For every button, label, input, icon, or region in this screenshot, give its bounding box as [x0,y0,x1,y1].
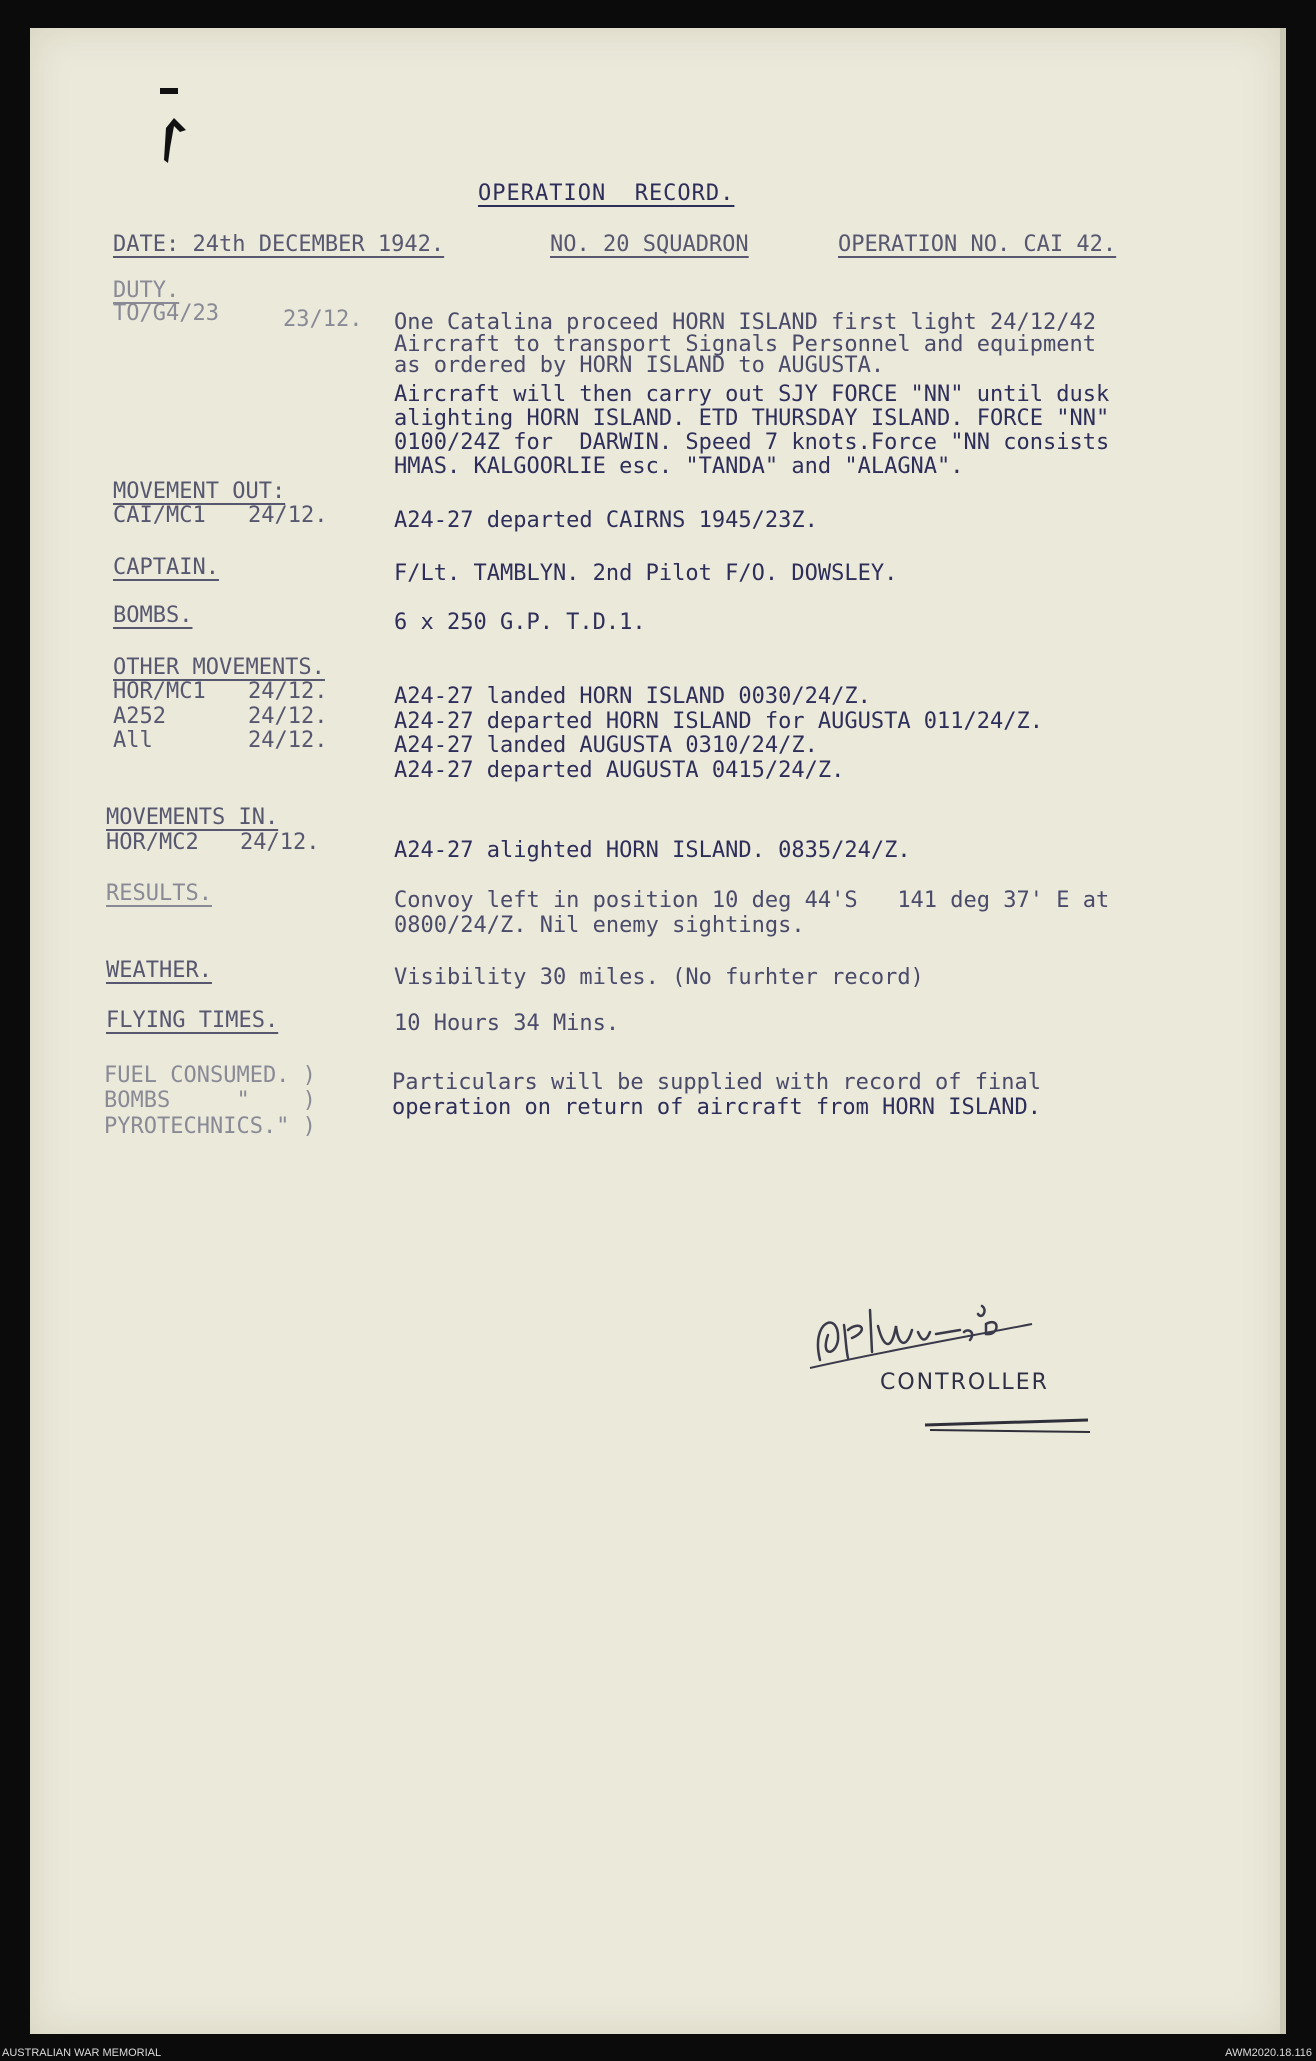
duty-line: Aircraft to transport Signals Personnel and equipment [394,332,1096,357]
duty-line: One Catalina proceed HORN ISLAND first light 24/12/42 [394,310,1096,335]
duty-date: 23/12. [283,307,363,332]
movement-out-label: MOVEMENT OUT: [113,479,286,504]
consumption-label: FUEL CONSUMED. ) [104,1063,316,1088]
captain-text: F/Lt. TAMBLYN. 2nd Pilot F/O. DOWSLEY. [394,561,898,586]
duty-line: HMAS. KALGOORLIE esc. "TANDA" and "ALAGNA". [394,454,964,479]
other-movement-date: 24/12. [248,728,328,753]
duty-line: as ordered by HORN ISLAND to AUGUSTA. [394,353,885,378]
weather-label: WEATHER. [106,958,212,983]
movements-in-date: 24/12. [240,830,320,855]
movement-out-text: A24-27 departed CAIRNS 1945/23Z. [394,508,818,533]
punch-hole-mark [160,88,190,183]
header-operation: OPERATION NO. CAI 42. [838,232,1117,257]
duty-line: Aircraft will then carry out SJY FORCE "NN" until dusk [394,382,1110,407]
other-movement-text: A24-27 departed AUGUSTA 0415/24/Z. [394,758,845,783]
header-date: DATE: 24th DECEMBER 1942. [113,232,445,257]
movements-in-text: A24-27 alighted HORN ISLAND. 0835/24/Z. [394,838,911,863]
other-movement-text: A24-27 departed HORN ISLAND for AUGUSTA 011/24/Z. [394,709,1044,734]
controller-label: CONTROLLER [880,1370,1049,1395]
handwritten-signature [800,1280,1100,1450]
flying-times-text: 10 Hours 34 Mins. [394,1011,620,1036]
document-title: OPERATION RECORD. [478,181,735,206]
other-movement-ref: HOR/MC1 [113,679,206,704]
bombs-text: 6 x 250 G.P. T.D.1. [394,610,646,635]
movement-out-date: 24/12. [248,503,328,528]
consumption-label: PYROTECHNICS." ) [104,1114,316,1139]
other-movement-date: 24/12. [248,704,328,729]
duty-ref: TO/G4/23 [113,301,219,326]
results-line: 0800/24/Z. Nil enemy sightings. [394,913,805,938]
duty-line: 0100/24Z for DARWIN. Speed 7 knots.Force "NN consists [394,430,1110,455]
captain-label: CAPTAIN. [113,555,219,580]
other-movement-ref: A252 [113,704,166,729]
movement-out-ref: CAI/MC1 [113,503,206,528]
paper-edge [1280,28,1286,2034]
other-movement-text: A24-27 landed AUGUSTA 0310/24/Z. [394,733,818,758]
weather-text: Visibility 30 miles. (No furhter record) [394,965,924,990]
results-label: RESULTS. [106,881,212,906]
results-line: Convoy left in position 10 deg 44'S 141 deg 37' E at [394,888,1110,913]
other-movement-date: 24/12. [248,679,328,704]
other-movements-label: OTHER MOVEMENTS. [113,655,325,680]
flying-times-label: FLYING TIMES. [106,1008,279,1033]
other-movement-ref: All [113,728,153,753]
other-movement-text: A24-27 landed HORN ISLAND 0030/24/Z. [394,684,871,709]
consumption-label: BOMBS " ) [104,1088,316,1113]
duty-label: DUTY. [113,278,180,303]
consumption-line: Particulars will be supplied with record of final [392,1070,1042,1095]
consumption-line: operation on return of aircraft from HORN ISLAND. [392,1095,1042,1120]
header-squadron: NO. 20 SQUADRON [550,232,749,257]
movements-in-label: MOVEMENTS IN. [106,805,279,830]
footer-archive-name: AUSTRALIAN WAR MEMORIAL [2,2047,162,2059]
bombs-label: BOMBS. [113,603,193,628]
footer-accession-number: AWM2020.18.116 [1225,2047,1312,2059]
duty-line: alighting HORN ISLAND. ETD THURSDAY ISLAND. FORCE "NN" [394,406,1110,431]
movements-in-ref: HOR/MC2 [106,830,199,855]
